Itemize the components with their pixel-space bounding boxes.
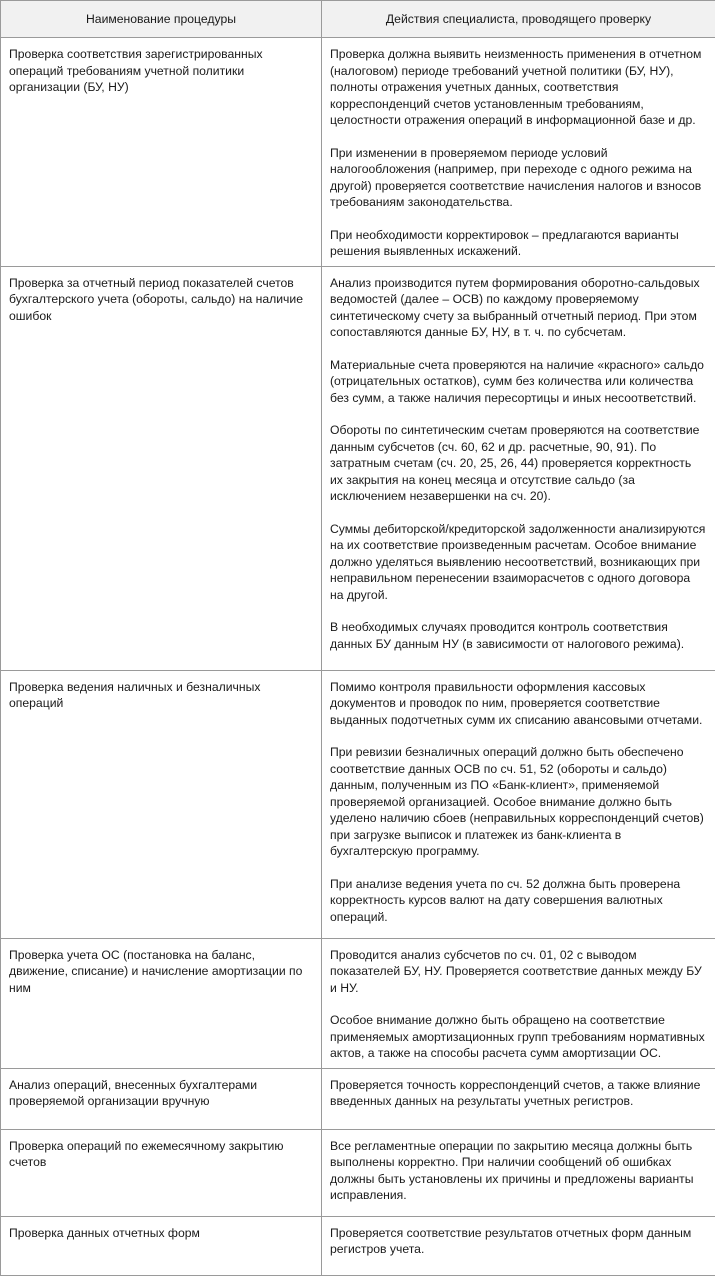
actions-paragraph: Проверяется соответствие результатов отчетных форм данным регистров учета. [330, 1225, 707, 1258]
actions-paragraph: Особое внимание должно быть обращено на соответствие применяемых амортизационных групп требованиям нормативных актов, а также на способы расчета сумм амортизации ОС. [330, 1012, 707, 1062]
actions-paragraph: Проверка должна выявить неизменность применения в отчетном (налоговом) периоде требований учетной политики (БУ, НУ), полноты отражения учетных данных, соответствия корреспонденций счетов установленным требованиям, целостности отражения операций в информационной базе и др. [330, 46, 707, 129]
actions-paragraph: Все регламентные операции по закрытию месяца должны быть выполнены корректно. При наличии сообщений об ошибках должны быть установлены их причины и предложены варианты исправления. [330, 1138, 707, 1204]
table-row [1, 670, 715, 938]
table-row [1, 266, 715, 670]
actions-cell [322, 38, 715, 267]
table-row [1, 1216, 715, 1275]
actions-paragraph: При необходимости корректировок – предлагаются варианты решения выявленных искажений. [330, 227, 707, 260]
table-row [1, 38, 715, 267]
actions-cell [322, 1216, 715, 1275]
actions-paragraph: Проверяется точность корреспонденций счетов, а также влияние введенных данных на результаты учетных регистров. [330, 1077, 707, 1110]
table-row [1, 1129, 715, 1216]
procedure-cell: Проверка операций по ежемесячному закрытию счетов [1, 1129, 322, 1216]
actions-paragraph: В необходимых случаях проводится контроль соответствия данных БУ данным НУ (в зависимости от налогового режима). [330, 619, 707, 652]
procedure-cell: Проверка за отчетный период показателей счетов бухгалтерского учета (обороты, сальдо) на наличие ошибок [1, 266, 322, 670]
actions-paragraph: Анализ производится путем формирования оборотно-сальдовых ведомостей (далее – ОСВ) по каждому проверяемому синтетическому счету за выбранный отчетный период. При этом сопоставляются данные БУ, НУ, в т. ч. по субсчетам. [330, 275, 707, 341]
actions-cell [322, 670, 715, 938]
procedure-cell: Проверка соответствия зарегистрированных операций требованиям учетной политики организации (БУ, НУ) [1, 38, 322, 267]
header-actions: Действия специалиста, проводящего проверку [322, 1, 715, 38]
actions-paragraph: Проводится анализ субсчетов по сч. 01, 02 с выводом показателей БУ, НУ. Проверяется соответствие данных между БУ и НУ. [330, 947, 707, 997]
actions-paragraph: Обороты по синтетическим счетам проверяются на соответствие данным субсчетов (сч. 60, 62 и др. расчетные, 90, 91). По затратным счетам (сч. 20, 25, 26, 44) проверяется корректность их закрытия на конец месяца и отсутствие сальдо (за исключением незавершенки на сч. 20). [330, 422, 707, 505]
procedure-cell: Проверка данных отчетных форм [1, 1216, 322, 1275]
procedure-cell: Проверка ведения наличных и безналичных операций [1, 670, 322, 938]
actions-paragraph: При ревизии безналичных операций должно быть обеспечено соответствие данных ОСВ по сч. 51, 52 (обороты и сальдо) данным, полученным из ПО «Банк-клиент», применяемой проверяемой организацией. Особое внимание должно быть уделено наличию сбоев (неправильных корреспонденций счетов) при загрузке выписок и платежек из банк-клиента в бухгалтерскую программу. [330, 744, 707, 860]
actions-paragraph: При анализе ведения учета по сч. 52 должна быть проверена корректность курсов валют на дату совершения валютных операций. [330, 876, 707, 926]
actions-paragraph: Помимо контроля правильности оформления кассовых документов и проводок по ним, проверяется соответствие выданных подотчетных сумм их списанию авансовыми отчетами. [330, 679, 707, 729]
actions-cell [322, 266, 715, 670]
actions-paragraph: При изменении в проверяемом периоде условий налогообложения (например, при переходе с одного режима на другой) проверяется соответствие начисления налогов и взносов требованиям законодательства. [330, 145, 707, 211]
actions-paragraph: Суммы дебиторской/кредиторской задолженности анализируются на их соответствие произведенным расчетам. Особое внимание должно уделяться выявлению несоответствий, возникающих при неправильном перенесении взаиморасчетов с одного договора на другой. [330, 521, 707, 604]
table-row [1, 938, 715, 1068]
actions-cell [322, 1068, 715, 1129]
procedure-cell: Анализ операций, внесенных бухгалтерами проверяемой организации вручную [1, 1068, 322, 1129]
actions-paragraph: Материальные счета проверяются на наличие «красного» сальдо (отрицательных остатков), сумм без количества или количества без сумм, а также наличия пересортицы и иных несоответствий. [330, 357, 707, 407]
actions-cell [322, 1129, 715, 1216]
procedure-cell: Проверка учета ОС (постановка на баланс, движение, списание) и начисление амортизации по ним [1, 938, 322, 1068]
actions-cell [322, 938, 715, 1068]
table-row [1, 1068, 715, 1129]
table-header-row [1, 1, 715, 38]
header-procedure: Наименование процедуры [1, 1, 322, 38]
